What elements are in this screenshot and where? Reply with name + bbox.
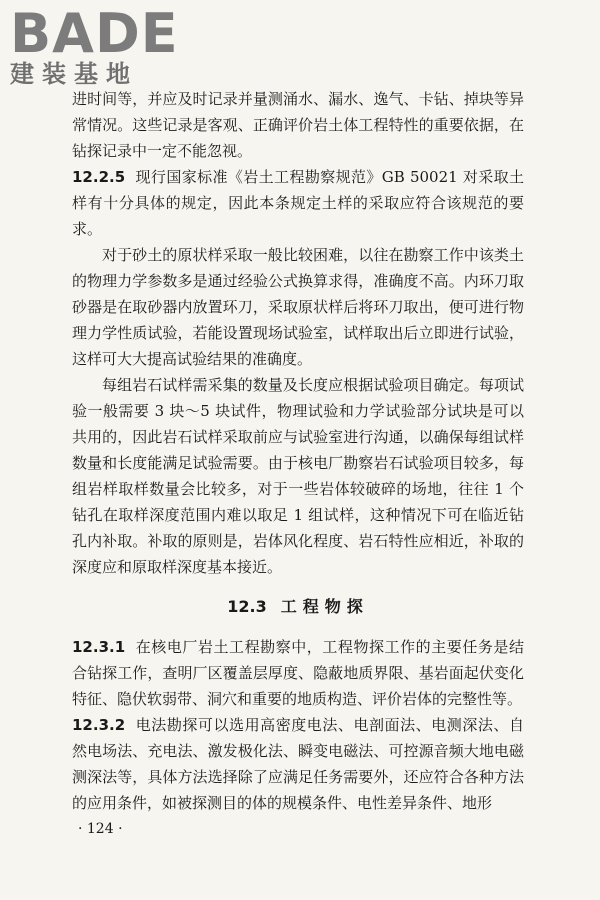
- paragraph-rock-samples: [72, 372, 524, 580]
- logo-subtitle: 建装基地: [10, 60, 138, 88]
- clause-12-2-5: [72, 164, 524, 242]
- section-title: 工程物探: [280, 597, 369, 616]
- paragraph-text: 在核电厂岩土工程勘察中，工程物探工作的主要任务是结合钻探工作，查明厂区覆盖层厚度、隐蔽地质界限、基岩面起伏变化特征、隐伏软弱带、洞穴和重要的地质构造、评价岩体的完整性等。: [72, 638, 524, 708]
- page-number: · 124 ·: [78, 821, 123, 837]
- paragraph-sand-sampling: [72, 242, 524, 372]
- paragraph-text: 现行国家标准《岩土工程勘察规范》GB 50021 对采取土样有十分具体的规定，因此本条规定土样的采取应符合该规范的要求。: [72, 168, 524, 238]
- page-body: [72, 86, 524, 840]
- clause-12-3-2: [72, 712, 524, 816]
- paragraph-text: 对于砂土的原状样采取一般比较困难，以往在勘察工作中该类土的物理力学参数多是通过经验公式换算求得，准确度不高。内环刀取砂器是在取砂器内放置环刀，采取原状样后将环刀取出，便可进行物理力学性质试验，若能设置现场试验室，试样取出后立即进行试验，这样可大大提高试验结果的准确度。: [72, 246, 524, 368]
- paragraph-text: 电法勘探可以选用高密度电法、电剖面法、电测深法、自然电场法、充电法、激发极化法、瞬变电磁法、可控源音频大地电磁测深法等，具体方法选择除了应满足任务需要外，还应符合各种方法的应用条件，如被探测目的体的规模条件、电性差异条件、地形: [72, 716, 524, 812]
- clause-12-3-1: [72, 634, 524, 712]
- paragraph-continuation: [72, 86, 524, 164]
- section-number: 12.3: [227, 597, 267, 616]
- clause-number: 12.3.1: [72, 638, 126, 656]
- section-heading: [72, 594, 524, 620]
- paragraph-text: 进时间等，并应及时记录并量测涌水、漏水、逸气、卡钻、掉块等异常情况。这些记录是客观、正确评价岩土体工程特性的重要依据，在钻探记录中一定不能忽视。: [72, 90, 524, 160]
- clause-number: 12.3.2: [72, 716, 126, 734]
- publisher-logo: [10, 2, 179, 90]
- logo-wordmark: BADE: [10, 2, 179, 65]
- paragraph-text: 每组岩石试样需采集的数量及长度应根据试验项目确定。每项试验一般需要 3 块～5 块试件，物理试验和力学试验部分试块是可以共用的，因此岩石试样采取前应与试验室进行沟通，以确保每组试样数量和长度能满足试验需要。由于核电厂勘察岩石试验项目较多，每组岩样取样数量会比较多，对于一些岩体较破碎的场地，往往 1 个钻孔在取样深度范围内难以取足 1 组试样，这种情况下可在临近钻孔内补取。补取的原则是，岩体风化程度、岩石特性应相近，补取的深度应和原取样深度基本接近。: [72, 376, 524, 576]
- clause-number: 12.2.5: [72, 168, 126, 186]
